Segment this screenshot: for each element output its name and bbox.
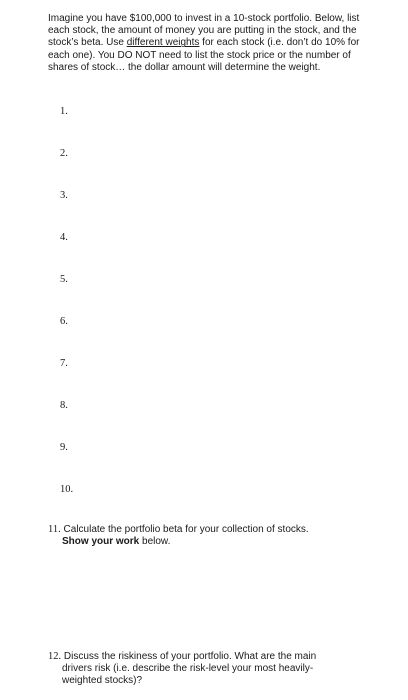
instructions-text-end: for each stock (i.e. don’t do 10% for each one). You DO NOT need to list the stock price or the number of shares of stock… the dollar amount will determine the weight. xyxy=(48,37,360,73)
question-11-text: Calculate the portfolio beta for your collection of stocks. xyxy=(63,524,309,535)
stock-list-item-7: 7. xyxy=(60,358,68,369)
question-12-text: Discuss the riskiness of your portfolio. What are the main xyxy=(63,651,317,662)
instructions-text-start: Imagine you have $100,000 to invest in a 10-stock portfolio. Below, list each stock, the amount of money you are putting in the stock, and the stock’s beta. Use xyxy=(48,13,360,49)
question-12-line-3: weighted stocks)? xyxy=(62,675,143,687)
stock-list-item-2: 2. xyxy=(60,148,68,159)
question-11 xyxy=(48,524,368,548)
underlined-emphasis: different weights xyxy=(126,37,200,49)
stock-list-item-9: 9. xyxy=(60,442,68,453)
stock-list-item-10: 10. xyxy=(60,484,74,495)
question-11-instruction xyxy=(48,536,368,548)
question-11-number: 11. xyxy=(48,524,61,535)
question-12-number: 12. xyxy=(48,651,62,662)
question-12 xyxy=(48,651,368,688)
stock-list-item-1: 1. xyxy=(60,106,68,117)
stock-list-item-3: 3. xyxy=(60,190,68,201)
instructions-paragraph xyxy=(48,13,370,74)
question-12-line-2: drivers risk (i.e. describe the risk-level your most heavily- xyxy=(62,663,314,675)
stock-list-item-4: 4. xyxy=(60,232,68,243)
stock-list-item-8: 8. xyxy=(60,400,68,411)
stock-list-item-5: 5. xyxy=(60,274,68,285)
stock-list-item-6: 6. xyxy=(60,316,68,327)
question-11-bold-text: Show your work xyxy=(62,536,140,548)
question-11-after-bold: below. xyxy=(139,536,171,548)
